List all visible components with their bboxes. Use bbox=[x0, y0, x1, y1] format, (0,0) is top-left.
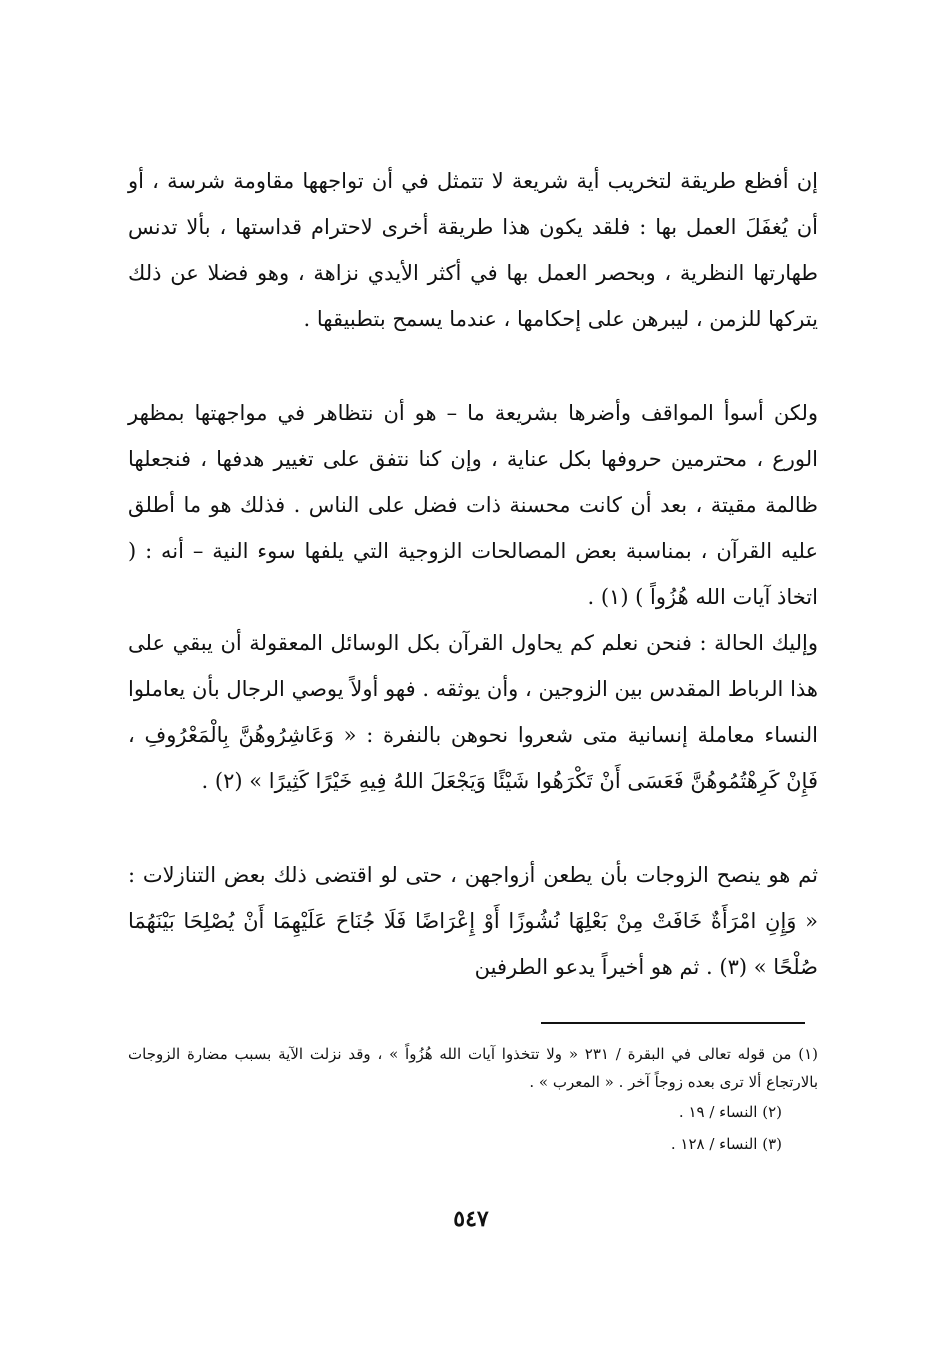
paragraph-1: إن أفظع طريقة لتخريب أية شريعة لا تتمثل في أن تواجهها مقاومة شرسة ، أو أن يُغفَلَ العمل بها : فلقد يكون هذا طريقة أخرى لاحترام قداستها ، بألا تدنس طهارتها النظرية ، وبحصر العمل بها في أكثر الأيدي نزاهة ، وهو فضلا عن ذلك يتركها للزمن ، ليبرهن على إحكامها ، عندما يسمح بتطبيقها . bbox=[128, 169, 818, 331]
footnote-2: (٢) النساء / ١٩ . bbox=[678, 1103, 782, 1121]
paragraph-2: ولكن أسوأ المواقف وأضرها بشريعة ما – هو أن نتظاهر في مواجهتها بمظهر الورع ، محترمين حروفها بكل عناية ، وإن كنا نتفق على تغيير هدفها ، فنجعلها ظالمة مقيتة ، بعد أن كانت محسنة ذات فضل على الناس . فذلك هو ما أطلق عليه القرآن ، بمناسبة بعض المصالحات الزوجية التي يلفها سوء النية – أنه : ( اتخاذ آيات الله هُزُواً ) (١) . bbox=[128, 401, 818, 609]
footnote-separator bbox=[541, 1022, 805, 1024]
paragraph-3: وإليك الحالة : فنحن نعلم كم يحاول القرآن بكل الوسائل المعقولة أن يبقي على هذا الرباط المقدس بين الزوجين ، وأن يوثقه . فهو أولاً يوصي الرجال بأن يعاملوا النساء معاملة إنسانية متى شعروا نحوهن بالنفرة : « وَعَاشِرُوهُنَّ بِالْمَعْرُوفِ ، فَإِنْ كَرِهْتُمُوهُنَّ فَعَسَى أَنْ تَكْرَهُوا شَيْئًا وَيَجْعَلَ اللهُ فِيهِ خَيْرًا كَثِيرًا » (٢) . bbox=[128, 631, 818, 793]
footnote-3: (٣) النساء / ١٢٨ . bbox=[670, 1135, 782, 1153]
page-number: ٥٤٧ bbox=[453, 1206, 489, 1232]
paragraph-4: ثم هو ينصح الزوجات بأن يطعن أزواجهن ، حتى لو اقتضى ذلك بعض التنازلات : « وَإِنِ امْرَأَةٌ خَافَتْ مِنْ بَعْلِهَا نُشُوزًا أَوْ إِعْرَاضًا فَلَا جُنَاحَ عَلَيْهِمَا أَنْ يُصْلِحَا بَيْنَهُمَا صُلْحًا » (٣) . ثم هو أخيراً يدعو الطرفين bbox=[128, 863, 818, 979]
footnote-1: (١) من قوله تعالى في البقرة / ٢٣١ « ولا تتخذوا آيات الله هُزُواً » ، وقد نزلت الآية بسبب مضارة الزوجات بالارتجاع ألا ترى بعده زوجاً آخر . « المعرب » . bbox=[128, 1045, 818, 1091]
footnotes bbox=[128, 1040, 818, 1160]
